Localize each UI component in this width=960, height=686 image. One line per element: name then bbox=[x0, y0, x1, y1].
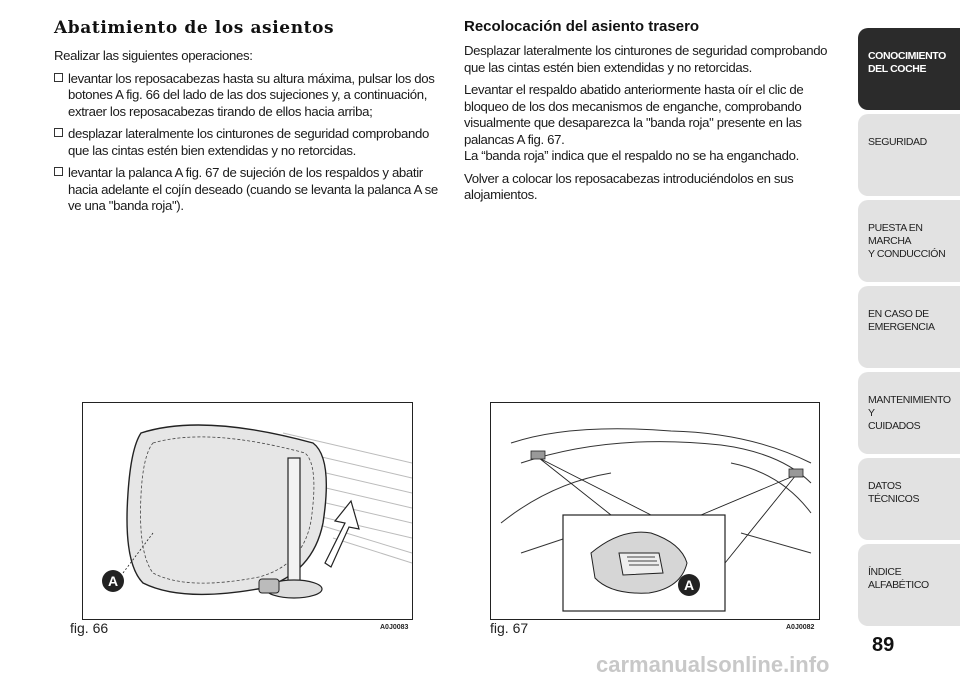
left-column bbox=[54, 18, 438, 221]
tab-en-caso-de-emergencia[interactable] bbox=[858, 286, 960, 368]
tab-label: CONOCIMIENTO bbox=[868, 50, 946, 62]
tab-label: MANTENIMIENTO Y bbox=[868, 394, 951, 419]
list-item bbox=[54, 71, 438, 121]
checkbox-bullet-icon bbox=[54, 167, 63, 176]
list-item bbox=[54, 126, 438, 159]
checkbox-bullet-icon bbox=[54, 73, 63, 82]
step-text: desplazar lateralmente los cinturones de seguridad comprobando que las cintas estén bien extendidas y no retorcidas. bbox=[68, 126, 429, 158]
checkbox-bullet-icon bbox=[54, 128, 63, 137]
figure-code: A0J0082 bbox=[786, 624, 815, 631]
figure-caption: fig. 67 bbox=[490, 620, 529, 636]
tab-label: SEGURIDAD bbox=[868, 136, 927, 148]
figure-67-rear-seat bbox=[490, 402, 820, 620]
step-text: levantar los reposacabezas hasta su altura máxima, pulsar los dos botones A fig. 66 del lado de las dos sujeciones y, a continuación, extraer los reposacabezas tirando de ellos hacia arriba; bbox=[68, 70, 435, 119]
tab-label: DATOS TÉCNICOS bbox=[868, 480, 920, 505]
paragraph: Volver a colocar los reposacabezas introduciéndolos en sus alojamientos. bbox=[464, 170, 794, 202]
intro-text: Realizar las siguientes operaciones: bbox=[54, 48, 253, 63]
tab-label: ÍNDICE ALFABÉTICO bbox=[868, 566, 929, 591]
tab-label: DEL COCHE bbox=[868, 63, 927, 75]
figure-66-headrest bbox=[82, 402, 413, 620]
rear-seat-illustration bbox=[491, 403, 819, 619]
tab-label: EN CASO DE bbox=[868, 308, 929, 320]
paragraph: La “banda roja” indica que el respaldo no se ha enganchado. bbox=[464, 148, 799, 163]
section-heading: Recolocación del asiento trasero bbox=[464, 18, 700, 35]
tab-label: EMERGENCIA bbox=[868, 321, 935, 333]
tab-conocimiento-del-coche[interactable] bbox=[858, 28, 960, 110]
tab-puesta-en-marcha[interactable] bbox=[858, 200, 960, 282]
tab-label: CUIDADOS bbox=[868, 420, 921, 432]
chapter-sidebar bbox=[858, 28, 960, 630]
headrest-illustration bbox=[83, 403, 412, 619]
section-heading: Abatimiento de los asientos bbox=[54, 18, 335, 38]
right-column bbox=[464, 18, 844, 210]
page-number: 89 bbox=[872, 634, 895, 656]
list-item bbox=[54, 165, 438, 215]
figure-code: A0J0083 bbox=[380, 624, 409, 631]
tab-seguridad[interactable] bbox=[858, 114, 960, 196]
steps-list bbox=[54, 71, 438, 215]
tab-datos-tecnicos[interactable] bbox=[858, 458, 960, 540]
tab-label: PUESTA EN MARCHA bbox=[868, 222, 923, 247]
watermark: carmanualsonline.info bbox=[596, 652, 830, 677]
tab-label: Y CONDUCCIÓN bbox=[868, 248, 946, 260]
paragraph: Desplazar lateralmente los cinturones de seguridad comprobando que las cintas estén bien extendidas y no retorcidas. bbox=[464, 43, 828, 75]
tab-indice-alfabetico[interactable] bbox=[858, 544, 960, 626]
tab-mantenimiento[interactable] bbox=[858, 372, 960, 454]
step-text: levantar la palanca A fig. 67 de sujeción de los respaldos y abatir hacia adelante el cojín deseado (cuando se levanta la palanca A se ve una "banda roja"). bbox=[68, 165, 438, 213]
paragraph: Levantar el respaldo abatido anteriormente hasta oír el clic de bloqueo de los dos mecanismos de enganche, comprobando visualmente que desaparezca la "banda roja" presente en las palancas A fig. 67. bbox=[464, 82, 804, 147]
callout-a: A bbox=[107, 573, 119, 589]
figure-caption: fig. 66 bbox=[70, 620, 109, 636]
callout-a: A bbox=[683, 577, 695, 593]
